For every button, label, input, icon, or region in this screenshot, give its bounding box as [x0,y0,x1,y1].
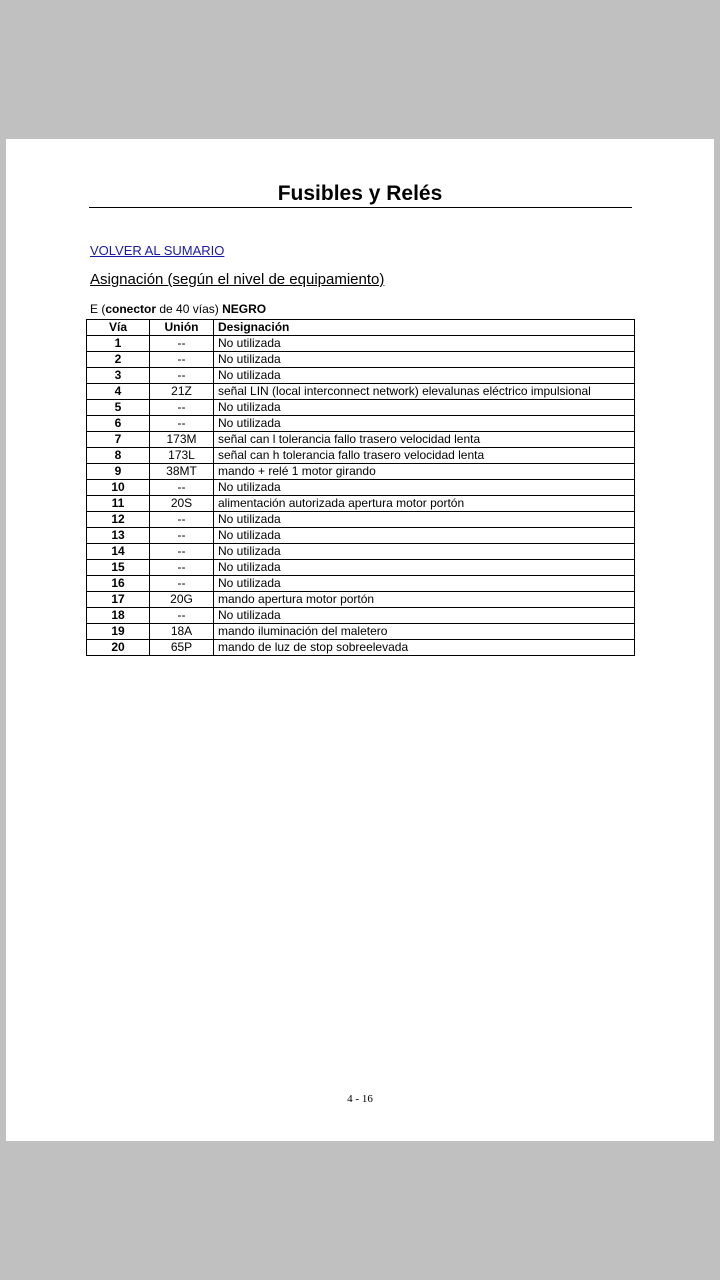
connector-bold-label: conector [105,302,157,316]
union-cell: -- [150,336,214,352]
via-cell: 18 [87,608,150,624]
via-cell: 11 [87,496,150,512]
designation-cell: No utilizada [214,352,635,368]
via-cell: 15 [87,560,150,576]
designation-cell: No utilizada [214,512,635,528]
via-cell: 4 [87,384,150,400]
designation-cell: señal LIN (local interconnect network) elevalunas eléctrico impulsional [214,384,635,400]
union-cell: -- [150,544,214,560]
table-row [87,496,635,512]
table-row [87,608,635,624]
table-row [87,576,635,592]
page-title: Fusibles y Relés [277,182,443,205]
table-row [87,544,635,560]
title-underline [89,207,632,208]
via-cell: 8 [87,448,150,464]
table-row [87,592,635,608]
designation-cell: señal can l tolerancia fallo trasero velocidad lenta [214,432,635,448]
table-row [87,400,635,416]
designation-cell: No utilizada [214,368,635,384]
table-row [87,512,635,528]
designation-cell: mando iluminación del maletero [214,624,635,640]
designation-cell: No utilizada [214,608,635,624]
table-body [87,336,635,656]
union-cell: -- [150,528,214,544]
union-cell: -- [150,576,214,592]
designation-cell: mando apertura motor portón [214,592,635,608]
section-subtitle: Asignación (según el nivel de equipamiento) [90,271,385,288]
via-cell: 1 [87,336,150,352]
designation-cell: mando de luz de stop sobreelevada [214,640,635,656]
table-row [87,560,635,576]
table-row [87,640,635,656]
designation-cell: No utilizada [214,480,635,496]
via-cell: 7 [87,432,150,448]
table-row [87,448,635,464]
designation-cell: No utilizada [214,544,635,560]
union-cell: -- [150,560,214,576]
union-cell: 173L [150,448,214,464]
designation-cell: No utilizada [214,416,635,432]
connector-caption [90,302,266,316]
union-cell: 20S [150,496,214,512]
designation-cell: No utilizada [214,336,635,352]
union-cell: -- [150,368,214,384]
back-to-summary-link[interactable]: VOLVER AL SUMARIO [90,243,225,258]
header-union: Unión [150,320,214,336]
connector-prefix: E ( [90,302,106,316]
via-cell: 6 [87,416,150,432]
table-row [87,416,635,432]
via-cell: 2 [87,352,150,368]
via-cell: 5 [87,400,150,416]
table-row [87,624,635,640]
designation-cell: señal can h tolerancia fallo trasero velocidad lenta [214,448,635,464]
table-header-row [87,320,635,336]
via-cell: 14 [87,544,150,560]
table-row [87,352,635,368]
designation-cell: No utilizada [214,560,635,576]
table-row [87,432,635,448]
union-cell: -- [150,352,214,368]
union-cell: -- [150,608,214,624]
union-cell: 65P [150,640,214,656]
table-row [87,528,635,544]
table-row [87,336,635,352]
via-cell: 12 [87,512,150,528]
header-via: Vía [87,320,150,336]
connector-middle: de 40 vías) [156,302,223,316]
designation-cell: No utilizada [214,528,635,544]
union-cell: -- [150,400,214,416]
document-page [6,139,714,1141]
via-cell: 16 [87,576,150,592]
page-number: 4 - 16 [347,1093,373,1105]
via-cell: 19 [87,624,150,640]
via-cell: 20 [87,640,150,656]
via-cell: 13 [87,528,150,544]
via-cell: 9 [87,464,150,480]
via-cell: 10 [87,480,150,496]
connector-color: NEGRO [222,302,267,316]
designation-cell: mando + relé 1 motor girando [214,464,635,480]
table-row [87,464,635,480]
union-cell: -- [150,416,214,432]
pin-assignment-table [86,319,635,656]
union-cell: 21Z [150,384,214,400]
union-cell: 18A [150,624,214,640]
union-cell: 38MT [150,464,214,480]
union-cell: -- [150,480,214,496]
header-designacion: Designación [214,320,635,336]
table-row [87,480,635,496]
union-cell: -- [150,512,214,528]
table-row [87,368,635,384]
designation-cell: alimentación autorizada apertura motor portón [214,496,635,512]
via-cell: 17 [87,592,150,608]
designation-cell: No utilizada [214,576,635,592]
table-row [87,384,635,400]
union-cell: 20G [150,592,214,608]
union-cell: 173M [150,432,214,448]
via-cell: 3 [87,368,150,384]
designation-cell: No utilizada [214,400,635,416]
